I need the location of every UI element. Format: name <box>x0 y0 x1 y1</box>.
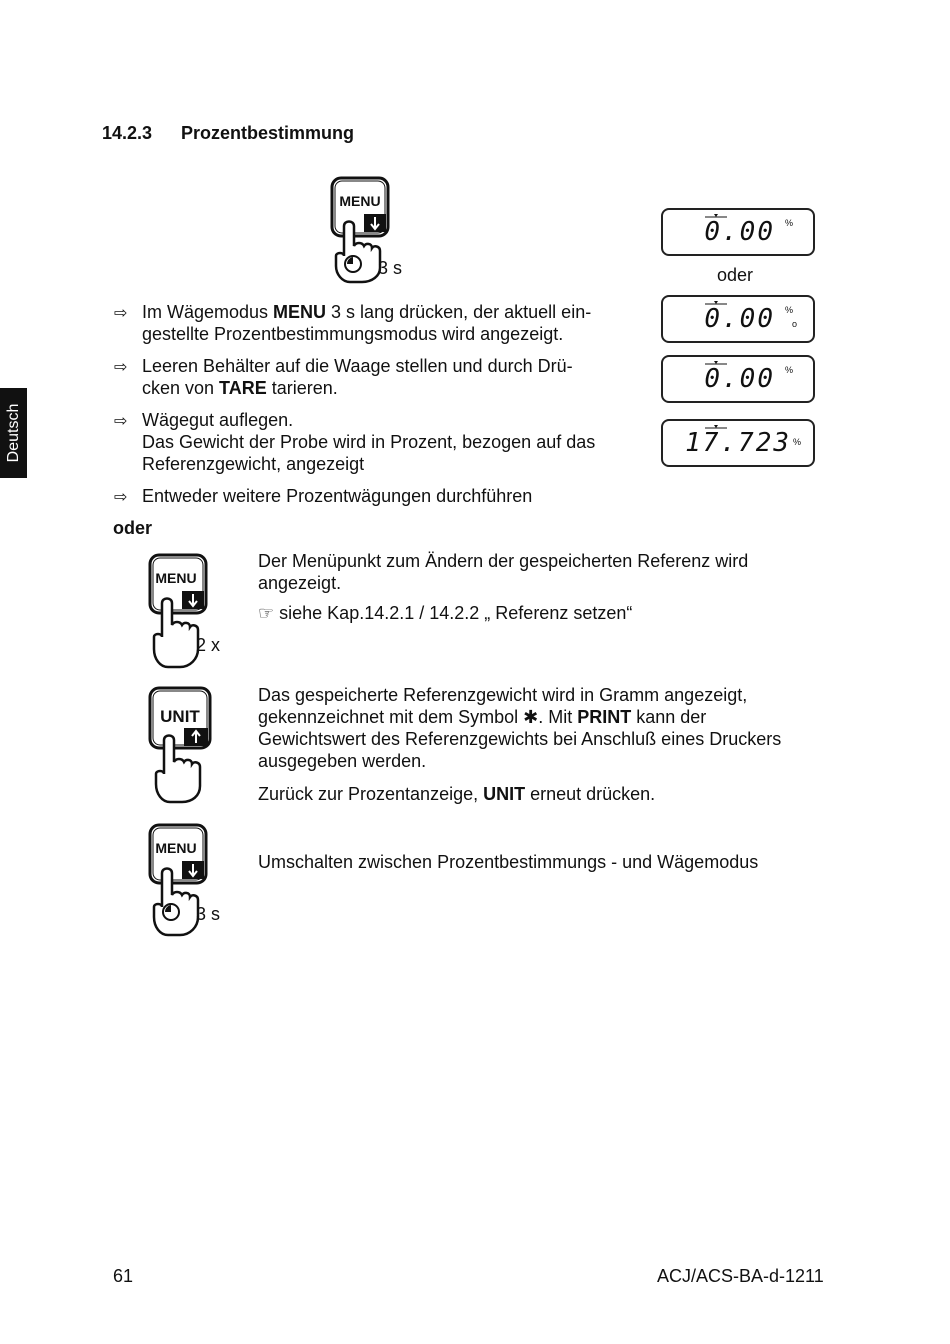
scale-display <box>661 355 815 403</box>
menu-key-hold-icon <box>144 823 214 944</box>
document-id: ACJ/ACS-BA-d-1211 <box>657 1266 824 1286</box>
display-unit: % <box>784 218 793 228</box>
arrow-bullet-icon: ⇨ <box>114 489 128 506</box>
menu-2x-description: Der Menüpunkt zum Ändern der gespeicherten Referenz wird angezeigt. <box>258 551 749 593</box>
menu-key-label: MENU <box>339 193 381 209</box>
section-number: 14.2.3 <box>102 123 153 143</box>
oder-label-left: oder <box>113 518 153 538</box>
press-count-label: 2 x <box>196 635 221 655</box>
unit-key-label: UNIT <box>160 707 200 726</box>
reference-note: ☞ siehe Kap.14.2.1 / 14.2.2 „ Referenz setzen“ <box>258 603 633 623</box>
display-indicator: o <box>791 319 797 329</box>
display-value: 17.723 <box>685 428 791 458</box>
display-value: 0.00 <box>704 364 775 394</box>
display-value: 0.00 <box>704 217 775 247</box>
scale-display <box>661 208 815 256</box>
hold-duration-label: 3 s <box>196 904 221 924</box>
step-2: Leeren Behälter auf die Waage stellen und durch Drü- cken von TARE tarieren. <box>142 356 573 398</box>
pointing-hand-icon: ☞ <box>258 603 275 623</box>
step-1: Im Wägemodus MENU 3 s lang drücken, der aktuell ein- gestellte Prozentbestimmungsmodus wird angezeigt. <box>142 302 592 344</box>
scale-display <box>661 295 815 343</box>
scale-display <box>661 419 815 467</box>
menu-key-label: MENU <box>155 840 197 856</box>
step-3: Wägegut auflegen. Das Gewicht der Probe wird in Prozent, bezogen auf das Referenzgewicht, angezeigt <box>142 410 596 474</box>
language-tab-label: Deutsch <box>4 403 22 463</box>
unit-key-icon <box>146 686 216 811</box>
unit-back-note: Zurück zur Prozentanzeige, UNIT erneut drücken. <box>258 784 656 804</box>
arrow-bullet-icon: ⇨ <box>114 359 128 376</box>
language-tab <box>0 388 27 478</box>
display-unit: % <box>784 365 793 375</box>
oder-label-right: oder <box>717 265 754 285</box>
arrow-bullet-icon: ⇨ <box>114 305 128 322</box>
display-unit: % <box>784 305 793 315</box>
arrow-bullet-icon: ⇨ <box>114 413 128 430</box>
asterisk-symbol-icon: ✱ <box>523 707 539 727</box>
mode-switch-description: Umschalten zwischen Prozentbestimmungs - und Wägemodus <box>258 852 759 872</box>
step-4: Entweder weitere Prozentwägungen durchführen <box>142 486 533 506</box>
display-value: 0.00 <box>704 304 775 334</box>
section-title: Prozentbestimmung <box>181 123 355 143</box>
unit-description: Das gespeicherte Referenzgewicht wird in Gramm angezeigt, gekennzeichnet mit dem Symbol ✱. Mit PRINT kann der Gewichtswert des Referenzgewichts bei Anschluß eines Druckers ausgegeben werden. <box>258 685 782 771</box>
page-number: 61 <box>113 1266 134 1286</box>
hold-duration-label: 3 s <box>378 258 403 278</box>
display-unit: % <box>792 437 801 447</box>
menu-key-label: MENU <box>155 570 197 586</box>
menu-key-twice-icon <box>144 553 214 676</box>
